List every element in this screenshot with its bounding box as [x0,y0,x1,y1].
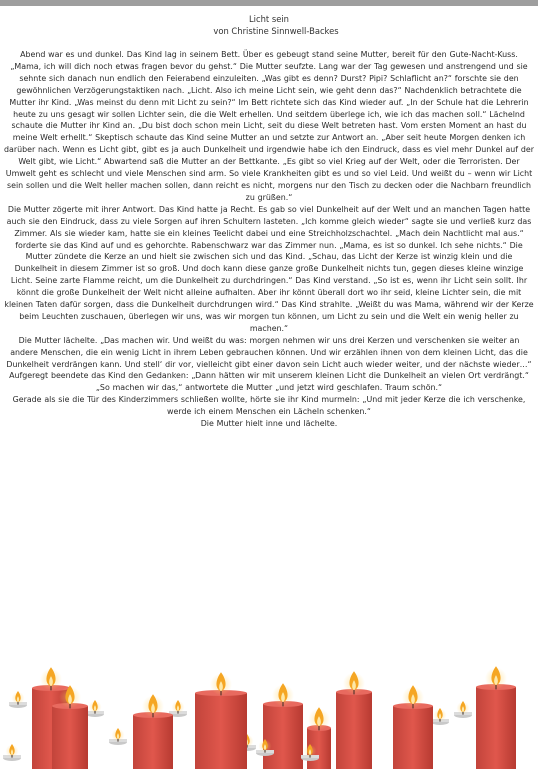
paragraph-2: Die Mutter zögerte mit ihrer Antwort. Das Kind hatte ja Recht. Es gab so viel Dunkelheit auf der Welt und an manchen Tagen hatte auch sie den Eindruck, dass zu viele Sorgen auf ihren Schultern lasteten. „Ich komme gleich wieder“ sagte sie und verließ kurz das Zimmer. Als sie wieder kam, hatte sie ein kleines Teelicht dabei und eine Streichholzschachtel. „Mach dein Nachtlicht mal aus.“ forderte sie das Kind auf und es gehorchte. Rabenschwarz war das Zimmer nun. „Mama, es ist so dunkel. Ich sehe nichts.“ Die Mutter zündete die Kerze an und hielt sie zwischen sich und das Kind. „Schau, das Licht der Kerze ist winzig klein und die Dunkelheit in diesem Zimmer ist so groß. Und doch kann diese ganze große Dunkelheit nichts tun, gegen dieses kleine winzige Licht. Seine zarte Flamme reicht, um die Dunkelheit zu durchdringen.“ Das Kind verstand. „So ist es, wenn ihr Licht sein sollt. Ihr könnt die große Dunkelheit der Welt nicht alleine aufhalten. Aber ihr könnt überall dort wo ihr seid, kleine Lichter sein, die mit kleinen Taten dafür sorgen, dass die Dunkelheit durchdrungen wird.“ Das Kind strahlte. „Weißt du was Mama, während wir der Kerze beim Leuchten zuschauen, überlegen wir uns, was wir morgen tun können, um Licht zu sein und die Welt ein wenig heller zu machen.“ [4,204,534,333]
candle-9 [476,666,516,769]
candle-body [476,687,516,769]
tealight-3 [109,728,127,745]
candle-5 [263,683,303,769]
tealight-1 [9,691,27,708]
title-spacer [4,37,534,49]
candle-body [52,706,88,769]
candle-3 [133,694,173,769]
paragraph-3: Die Mutter lächelte. „Das machen wir. Und weißt du was: morgen nehmen wir uns drei Kerzen und verschenken sie weiter an andere Menschen, die ein wenig Licht in ihrem Leben gebrauchen können. Und wir erzählen ihnen von dem kleinen Licht, das die Dunkelheit verdrängen kann. Und stell‘ dir vor, vielleicht gibt einer davon sein Licht auch wieder weiter, und der nächste wieder…“ Aufgeregt beendete das Kind den Gedanken: „Dann hätten wir mit unserem kleinen Licht die Dunkelheit an vielen Ort verdrängt.“ „So machen wir das,“ antwortete die Mutter „und jetzt wird geschlafen. Traum schön.“ [6,335,532,393]
document-author: von Christine Sinnwell-Backes [213,26,339,36]
candle-body [393,706,433,769]
document [4,13,534,430]
top-bar [0,0,538,6]
candle-body [133,715,173,769]
candles-illustration [0,658,538,769]
document-title: Licht sein [248,14,289,24]
candle-8 [393,685,433,769]
tealight-2 [86,700,104,717]
candle-7 [336,671,372,769]
paragraph-5: Die Mutter hielt inne und lächelte. [200,419,338,429]
paragraph-4: Gerade als sie die Tür des Kinderzimmers schließen wollte, hörte sie ihr Kind murmeln: „Und mit jeder Kerze die ich verschenke, werde ich einem Menschen ein Lächeln schenken.“ [12,395,526,417]
candle-body [195,693,247,769]
tealight-11 [3,744,21,761]
paragraph-1: Abend war es und dunkel. Das Kind lag in seinem Bett. Über es gebeugt stand seine Mutter, bereit für den Gute-Nacht-Kuss. „Mama, ich will dich noch etwas fragen bevor du gehst.“ Die Mutter seufzte. Lang war der Tag gewesen und anstrengend und sie sehnte sich danach nun endlich den Feierabend einzuleiten. „Was gibt es denn? Durst? Pipi? Schlaflicht an?“ forschte sie den gewöhnlichen Verzögerungstaktiken nach. „Licht. Also ich meine Licht sein, wie geht denn das?“ Nachdenklich betrachtete die Mutter ihr Kind. „Was meinst du denn mit Licht zu sein?“ Im Bett richtete sich das Kind wieder auf. „In der Schule hat die Lehrerin heute zu uns gesagt wir sollen Lichter sein, die die Welt erhellen. Und seitdem überlege ich, wie ich das machen soll.“ Lächelnd schaute die Mutter ihr Kind an. „Du bist doch schon mein Licht, seit du diese Welt betreten hast. Vom ersten Moment an hast du meine Welt erhellt.“ Skeptisch schaute das Kind seine Mutter an und setzte zur Antwort an. „Aber seit heute Morgen denken ich darüber nach. Wenn es Licht gibt, gibt es ja auch Dunkelheit und irgendwie habe ich den Eindruck, dass es viel mehr Dunkel auf der Welt gibt, wie Licht.“ Abwartend saß die Mutter an der Bettkante. „Es gibt so viel Krieg auf der Welt, oder die Terroristen. Der Umwelt geht es schlecht und viele Menschen sind arm. So viele Krankheiten gibt es und so viel Leid. Und weißt du – wenn wir Licht sein sollen und die Welt heller machen sollen, dann reicht es nicht, morgens nur den Tisch zu decken oder die Nachbarn freundlich zu grüßen.“ [4,50,534,202]
tealight-8 [454,701,472,718]
candle-4 [195,672,247,769]
candle-body [336,692,372,769]
tealight-7 [431,708,449,725]
candle-body [263,704,303,769]
